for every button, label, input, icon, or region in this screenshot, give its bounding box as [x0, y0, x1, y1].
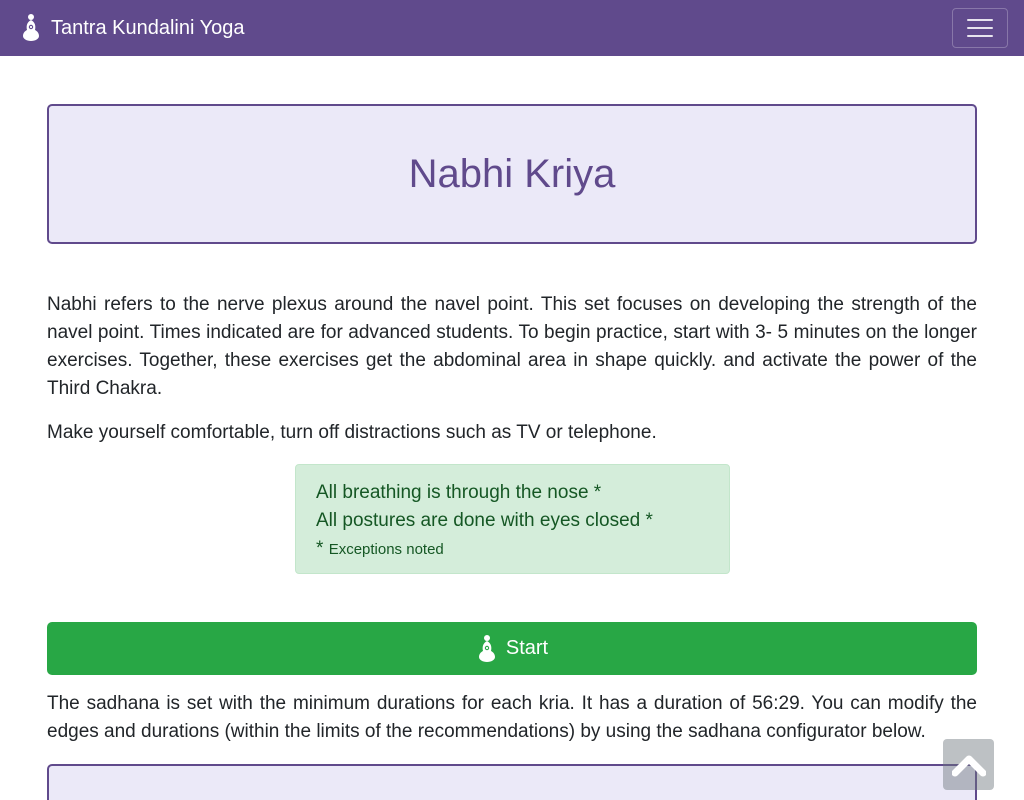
chevron-up-icon	[952, 753, 986, 777]
start-button[interactable]	[47, 622, 977, 675]
footnote-mark: *	[316, 538, 324, 559]
start-button-label: Start	[505, 637, 549, 659]
brand-link[interactable]	[20, 13, 245, 43]
meditation-figure-icon	[476, 632, 498, 666]
navbar-toggler-button[interactable]	[952, 8, 1008, 48]
hamburger-menu-icon	[967, 19, 993, 21]
sadhana-info	[47, 690, 977, 746]
comfort-paragraph: Make yourself comfortable, turn off distractions such as TV or telephone.	[47, 422, 657, 443]
footnote-text: Exceptions noted	[328, 541, 444, 558]
intro-section	[47, 291, 977, 463]
intro-paragraph: Nabhi refers to the nerve plexus around the navel point. This set focuses on developing the strength of the navel point. Times indicated are for advanced students. To begin practice, start with 3- 5 minutes on the longer exercises. Together, these exercises get the abdominal area in shape quickly. and activate the power of the Third Chakra.	[47, 294, 977, 399]
scroll-to-top-button[interactable]	[943, 739, 994, 790]
notice-line-eyes: All postures are done with eyes closed *	[316, 510, 653, 531]
page-title: Nabhi Kriya	[408, 151, 616, 196]
notice-line-breathing: All breathing is through the nose *	[316, 482, 602, 503]
sadhana-paragraph: The sadhana is set with the minimum durations for each kria. It has a duration of 56:29. You can modify the edges and durations (within the limits of the recommendations) by using the sadhana configurator below.	[47, 693, 977, 742]
meditation-figure-icon	[20, 13, 42, 43]
sadhana-configurator-panel	[47, 764, 977, 800]
notice-footnote	[316, 535, 709, 564]
brand-title: Tantra Kundalini Yoga	[51, 16, 245, 39]
breathing-notice	[295, 464, 730, 574]
top-navbar	[0, 0, 1024, 56]
page-title-card	[47, 104, 977, 244]
